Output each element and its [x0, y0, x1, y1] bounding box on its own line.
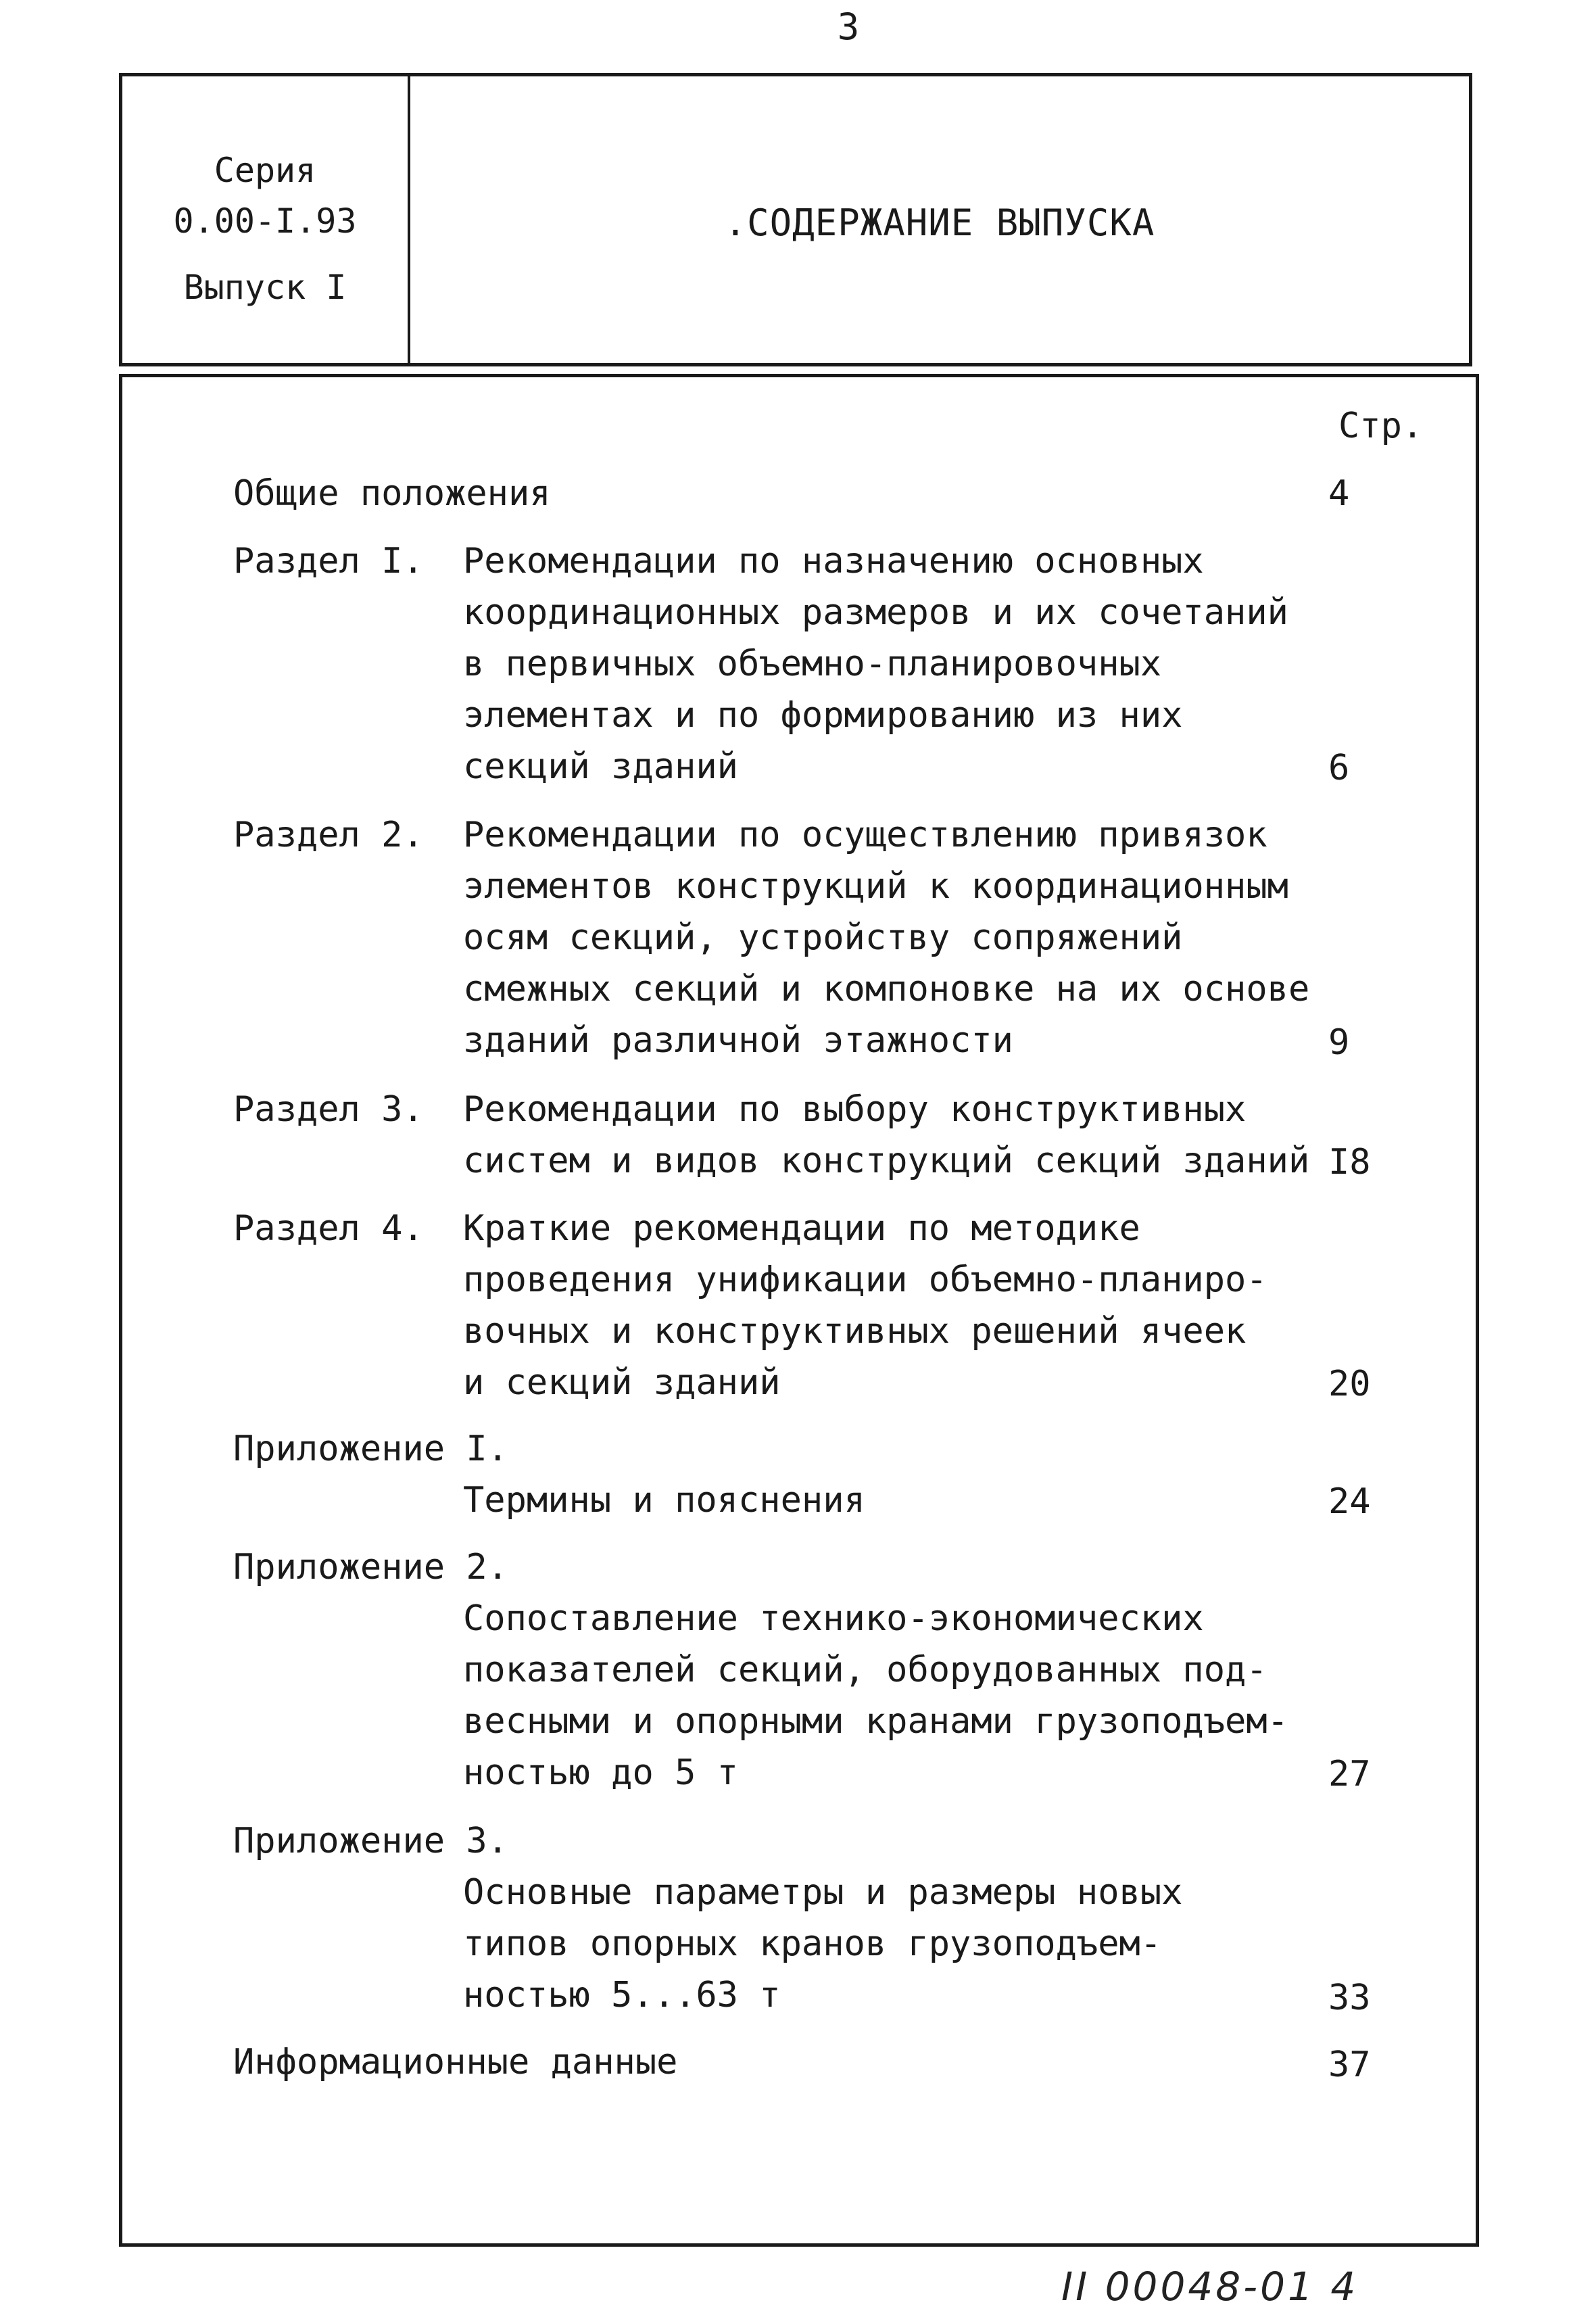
toc-label-section-2: Раздел 2. [233, 815, 424, 855]
toc-page-info: 37 [1328, 2045, 1371, 2085]
toc-line: Рекомендации по выбору конструктивных [463, 1089, 1247, 1130]
toc-page-appendix-2: 27 [1328, 1754, 1371, 1794]
toc-label-section-4: Раздел 4. [233, 1208, 424, 1249]
series-label: Серия [214, 151, 316, 190]
toc-line: и секций зданий [463, 1362, 781, 1403]
toc-line: ностью до 5 т [463, 1752, 738, 1793]
toc-entry-general: Общие положения [233, 473, 551, 514]
header-stamp [119, 73, 1472, 366]
toc-line: осям секций, устройству сопряжений [463, 917, 1183, 958]
toc-page-appendix-3: 33 [1328, 1978, 1371, 2018]
toc-line: координационных размеров и их сочетаний [463, 592, 1288, 633]
toc-label-appendix-2: Приложение 2. [233, 1547, 508, 1588]
toc-line: элементах и по формированию из них [463, 695, 1183, 736]
toc-entry-info: Информационные данные [233, 2042, 678, 2082]
toc-page-section-2: 9 [1328, 1022, 1350, 1063]
toc-label-appendix-1: Приложение I. [233, 1429, 508, 1469]
toc-label-appendix-3: Приложение 3. [233, 1821, 508, 1861]
toc-line: показателей секций, оборудованных под- [463, 1650, 1267, 1690]
toc-line: смежных секций и компоновке на их основе [463, 969, 1310, 1009]
toc-page-general: 4 [1328, 473, 1350, 514]
archive-code: II 00048-01 4 [1061, 2264, 1359, 2310]
series-block [122, 76, 408, 363]
toc-page-section-1: 6 [1328, 748, 1350, 788]
document-title: .СОДЕРЖАНИЕ ВЫПУСКА [724, 201, 1155, 244]
toc-line: секций зданий [463, 746, 738, 787]
toc-line: Термины и пояснения [463, 1480, 865, 1521]
toc-line: Краткие рекомендации по методике [463, 1208, 1140, 1249]
toc-line: проведения унификации объемно-планиро- [463, 1260, 1267, 1300]
toc-page-section-3: I8 [1328, 1142, 1371, 1183]
toc-label-section-3: Раздел 3. [233, 1089, 424, 1130]
page-number: 3 [837, 5, 860, 48]
toc-line: типов опорных кранов грузоподъем- [463, 1924, 1162, 1964]
page-column-heading: Стр. [1338, 406, 1424, 446]
series-code: 0.00-I.93 [173, 201, 357, 241]
toc-page-section-4: 20 [1328, 1364, 1371, 1404]
toc-line: зданий различной этажности [463, 1020, 1013, 1061]
toc-line: в первичных объемно-планировочных [463, 644, 1162, 684]
toc-line: Основные параметры и размеры новых [463, 1872, 1183, 1913]
toc-line: весными и опорными кранами грузоподъем- [463, 1701, 1288, 1742]
issue-label: Выпуск I [183, 268, 347, 307]
toc-line: Рекомендации по осуществлению привязок [463, 815, 1267, 855]
toc-line: Рекомендации по назначению основных [463, 541, 1204, 581]
toc-label-section-1: Раздел I. [233, 541, 424, 581]
toc-line: элементов конструкций к координационным [463, 866, 1288, 907]
toc-line: вочных и конструктивных решений ячеек [463, 1311, 1247, 1352]
toc-line: систем и видов конструкций секций зданий [463, 1141, 1310, 1181]
toc-line: Сопоставление технико-экономических [463, 1598, 1204, 1639]
toc-line: ностью 5...63 т [463, 1975, 781, 2015]
toc-page-appendix-1: 24 [1328, 1481, 1371, 1522]
